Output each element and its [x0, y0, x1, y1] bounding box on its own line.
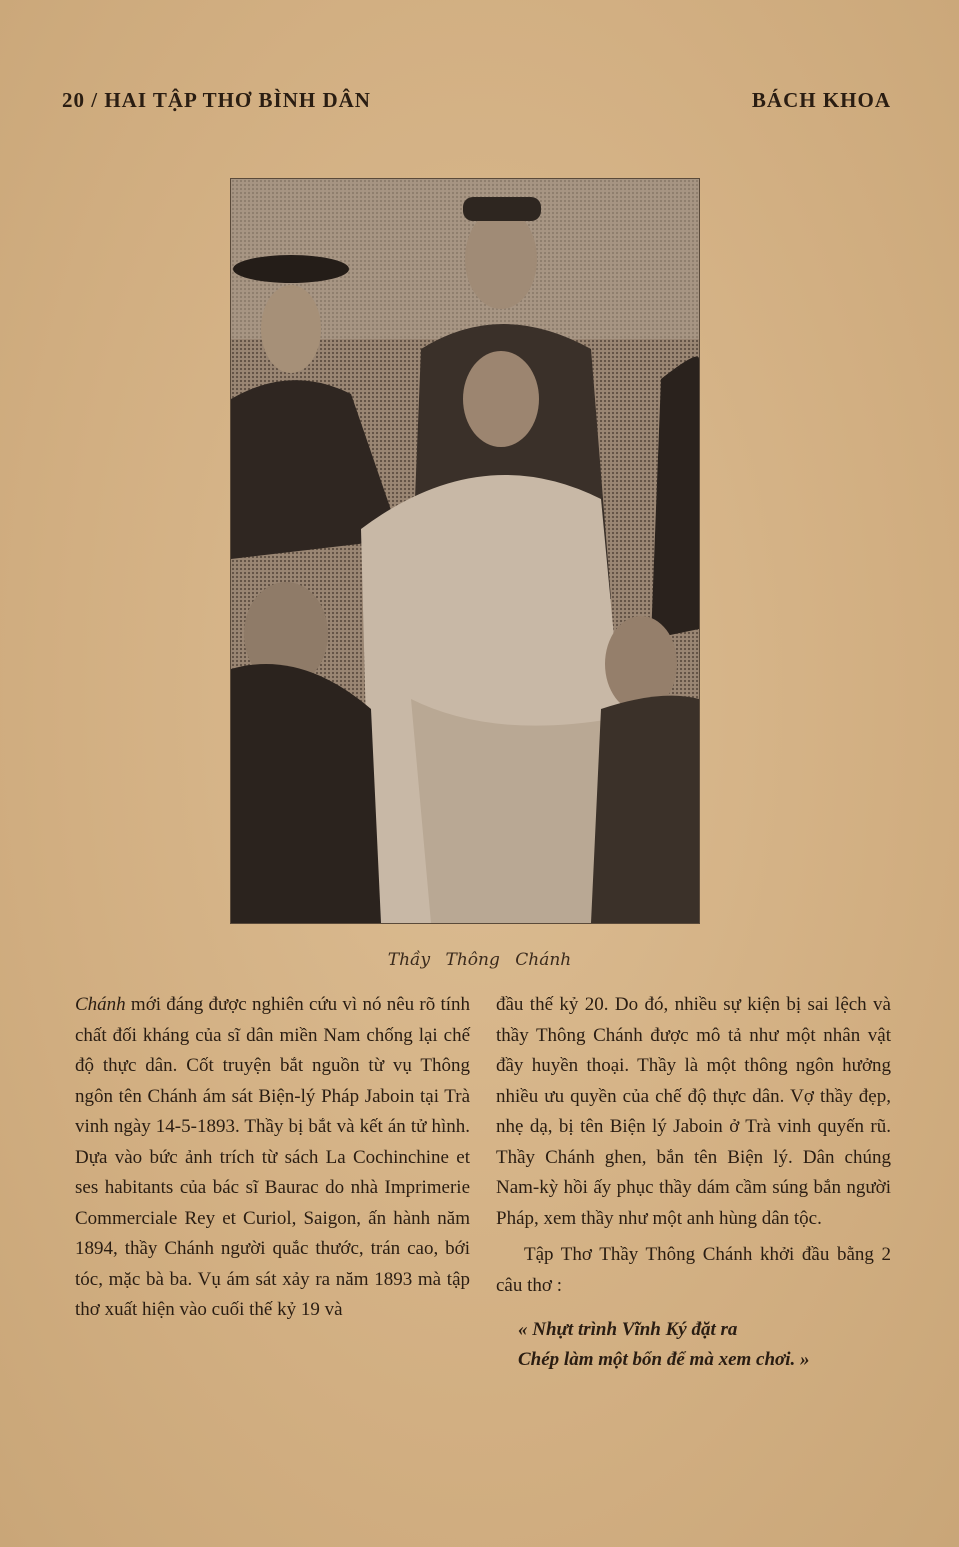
- article-column-left: [75, 990, 470, 1326]
- article-column-right: [496, 990, 891, 1375]
- left-column-paragraph: [75, 990, 470, 1326]
- left-column-text: mới đáng được nghiên cứu vì nó nêu rõ tính chất đối kháng của sĩ dân miền Nam chống lại chế độ thực dân. Cốt truyện bắt nguồn từ vụ Thông ngôn tên Chánh ám sát Biện-lý Pháp Jaboin tại Trà vinh ngày 14-5-1893. Thầy bị bắt và kết án tử hình. Dựa vào bức ảnh trích từ sách La Cochinchine et ses habitants của bác sĩ Baurac do nhà Imprimerie Commerciale Rey et Curiol, Saigon, ấn hành năm 1894, thầy Chánh người quắc thước, trán cao, bới tóc, mặc bà ba. Vụ ám sát xảy ra năm 1893 mà tập thơ xuất hiện vào cuối thế kỷ 19 và: [75, 994, 470, 1320]
- poem-quote: [518, 1315, 891, 1375]
- italic-lead-word: Chánh: [75, 994, 126, 1015]
- photo-caption: Thầy Thông Chánh: [387, 950, 572, 970]
- right-column-paragraph-1: đầu thế kỷ 20. Do đó, nhiều sự kiện bị sai lệch và thầy Thông Chánh được mô tả như một nhân vật đầy huyền thoại. Thầy là một thông ngôn hưởng nhiều ưu quyền của chế độ thực dân. Vợ thầy đẹp, nhẹ dạ, bị tên Biện lý Jaboin ở Trà vinh quyến rũ. Thầy Chánh ghen, bắn tên Biện lý. Dân chúng Nam-kỳ hồi ấy phục thầy dám cầm súng bắn người Pháp, xem thầy như một anh hùng dân tộc.: [496, 994, 891, 1229]
- poem-line-2: Chép làm một bổn để mà xem chơi. »: [518, 1349, 810, 1370]
- page-header: [62, 88, 891, 120]
- page-number-and-title: 20 / HAI TẬP THƠ BÌNH DÂN: [62, 88, 371, 112]
- group-portrait-image: [231, 179, 699, 923]
- right-column-paragraph-2: Tập Thơ Thầy Thông Chánh khởi đầu bằng 2 câu thơ :: [496, 1244, 891, 1296]
- poem-line-1: « Nhựt trình Vĩnh Ký đặt ra: [518, 1319, 738, 1340]
- magazine-name: BÁCH KHOA: [751, 88, 891, 112]
- historical-photo: [230, 178, 700, 924]
